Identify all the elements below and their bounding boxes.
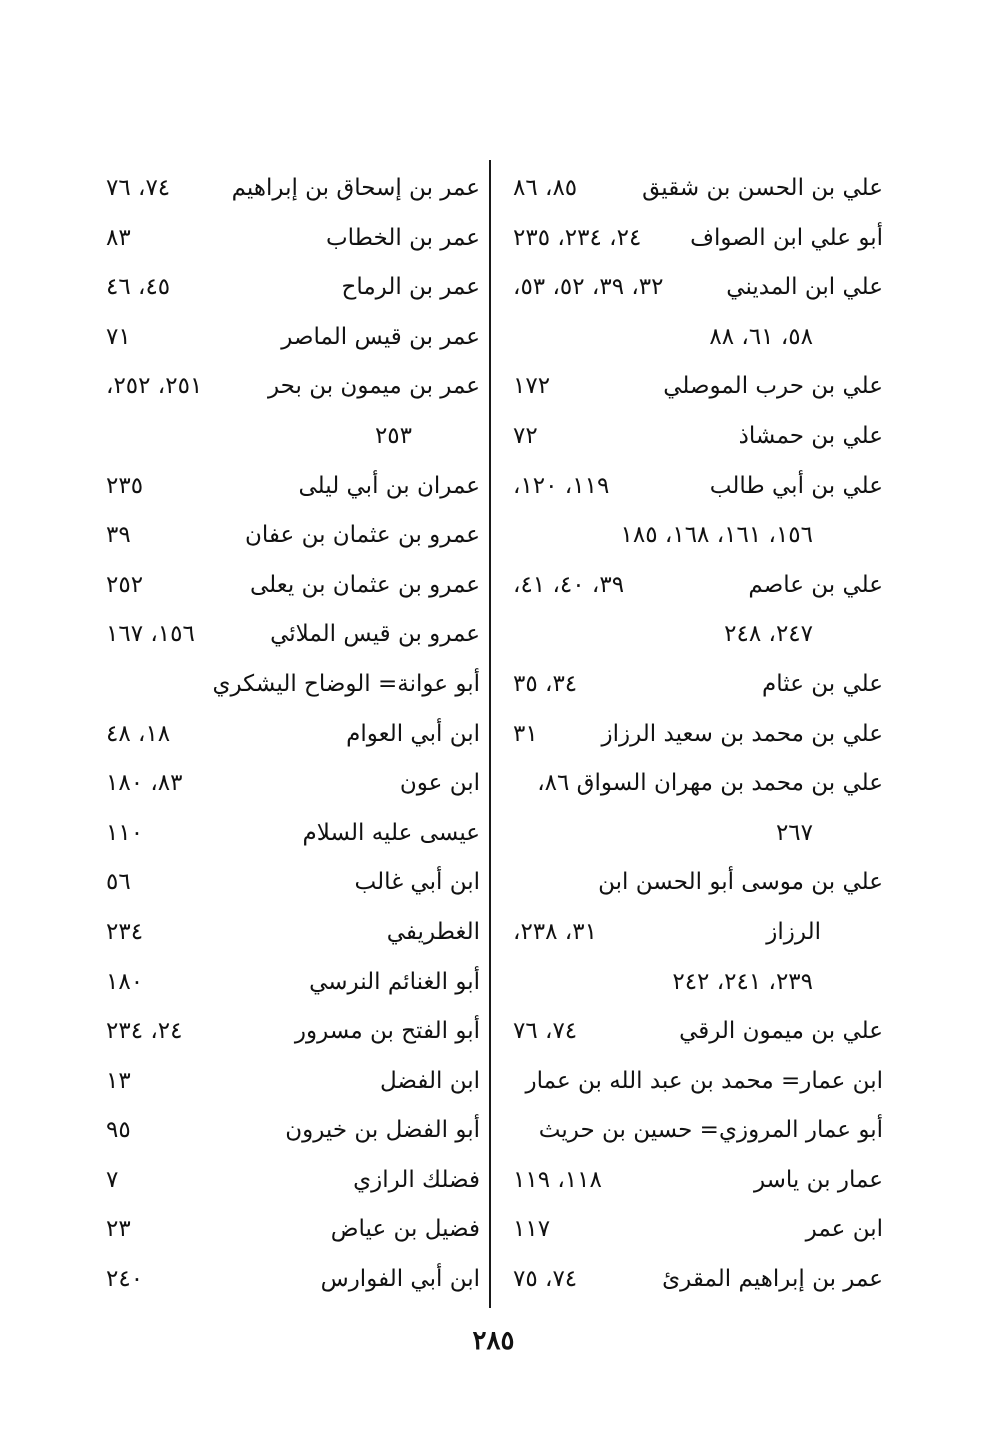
index-entry [100,759,480,809]
index-entry [100,164,480,214]
entry-name: عمرو بن عثمان بن عفان [245,522,480,549]
entry-page-numbers: ١٨٠ [106,968,144,995]
index-entry [100,1106,480,1156]
index-entry [505,710,883,760]
entry-name: أبو الفتح بن مسرور [294,1018,480,1045]
index-entry [100,1057,480,1107]
entry-name: علي بن محمد بن مهران السواق ٨٦، [537,770,883,797]
entry-page-numbers: ٢٣٥ [106,472,144,499]
index-entry [505,1255,883,1305]
entry-name: أبو الفضل بن خيرون [285,1117,480,1144]
entry-name: ابن عون [399,770,480,797]
index-entry-continuation [505,958,883,1008]
entry-page-numbers: ٢٦٧ [775,819,813,846]
index-entry [100,462,480,512]
index-entry [505,1205,883,1255]
index-entry [505,1057,883,1107]
entry-page-numbers: ٢٤، ٢٣٤ [106,1018,183,1045]
index-entry [100,710,480,760]
entry-page-numbers: ٧٢ [513,422,538,449]
index-entry-continuation [505,809,883,859]
index-entry [505,1156,883,1206]
entry-page-numbers: ١١٩، ١٢٠، [513,472,610,499]
entry-page-numbers: ٢٤٧، ٢٤٨ [724,621,813,648]
index-entry [100,858,480,908]
entry-name: عمران بن أبي ليلى [298,472,480,499]
entry-name: علي بن حرب الموصلي [663,373,883,400]
entry-name: ابن الفضل [379,1067,480,1094]
index-entry [505,412,883,462]
entry-name: فضيل بن عياض [330,1216,480,1243]
entry-page-numbers: ٣٩، ٤٠، ٤١، [513,571,625,598]
index-entry [505,759,883,809]
entry-name: علي بن محمد بن سعيد الرزاز [601,720,883,747]
entry-name: علي بن حمشاذ [738,422,883,449]
entry-name: ابن أبي الفوارس [320,1266,480,1293]
index-entry [100,809,480,859]
entry-name: عمرو بن قيس الملائي [270,621,480,648]
entry-name: ابن عمر [805,1216,883,1243]
index-entry [505,858,883,908]
entry-name: علي بن عثام [762,670,883,697]
index-entry-continuation [505,511,883,561]
entry-name: عيسى عليه السلام [302,819,480,846]
index-entry [100,1255,480,1305]
entry-page-numbers: ٣٢، ٣٩، ٥٢، ٥٣، [513,274,664,301]
entry-page-numbers: ١١٧ [513,1216,551,1243]
entry-name: ابن أبي العوام [346,720,480,747]
entry-name: علي بن الحسن بن شقيق [642,175,883,201]
index-entry [100,1007,480,1057]
index-entry [505,1106,883,1156]
index-entry [100,214,480,264]
entry-page-numbers: ٨٣، ١٨٠ [106,770,183,797]
index-entry [505,462,883,512]
entry-name: عمر بن الخطاب [325,224,480,251]
entry-page-numbers: ٩٥ [106,1117,131,1144]
entry-name: علي بن أبي طالب [709,472,883,499]
entry-name: أبو الغنائم النرسي [309,968,480,995]
entry-name: أبو عوانة= الوضاح اليشكري [212,670,480,697]
entry-page-numbers: ١١٠ [106,819,144,846]
entry-name: عمر بن الرماح [341,274,480,301]
entry-page-numbers: ٢٣٤ [106,918,144,945]
entry-name: علي ابن المديني [726,274,883,301]
entry-name: عمر بن قيس الماصر [281,323,480,350]
index-entry [100,958,480,1008]
entry-page-numbers: ٣١، ٢٣٨، [513,918,597,945]
index-entry [100,908,480,958]
entry-page-numbers: ٣١ [513,720,538,747]
index-entry-continuation [505,313,883,363]
index-entry [505,214,883,264]
index-entry [100,660,480,710]
entry-page-numbers: ٢٣٩، ٢٤١، ٢٤٢ [672,968,813,995]
index-column-left [100,164,480,1305]
index-entry [100,362,480,412]
entry-page-numbers: ٢٥٢ [106,571,144,598]
entry-page-numbers: ١١٨، ١١٩ [513,1166,602,1193]
entry-page-numbers: ٥٦ [106,869,131,896]
entry-page-numbers: ٧ [106,1166,119,1193]
index-entry [100,1205,480,1255]
entry-page-numbers: ١٥٦، ١٦١، ١٦٨، ١٨٥ [620,522,813,549]
entry-page-numbers: ١٨، ٤٨ [106,720,171,747]
entry-page-numbers: ٢٣ [106,1216,131,1243]
index-entry [505,908,883,958]
index-entry-continuation [100,412,480,462]
entry-name: عمر بن إسحاق بن إبراهيم [231,175,480,201]
entry-page-numbers: ٨٣ [106,224,131,251]
index-entry [505,362,883,412]
index-entry-continuation [505,610,883,660]
entry-page-numbers: ٤٥، ٤٦ [106,274,171,301]
entry-name: أبو علي ابن الصواف [690,224,883,251]
entry-name: علي بن عاصم [748,571,883,598]
index-entry [100,561,480,611]
entry-name: أبو عمار المروزي= حسين بن حريث [538,1117,883,1144]
entry-page-numbers: ١٥٦، ١٦٧ [106,621,195,648]
index-entry [100,610,480,660]
entry-page-numbers: ١٣ [106,1067,131,1094]
index-entry [505,660,883,710]
column-divider [489,160,491,1308]
index-entry [100,313,480,363]
entry-page-numbers: ٧٤، ٧٦ [513,1018,578,1045]
entry-name: علي بن ميمون الرقي [679,1018,883,1045]
index-entry [100,263,480,313]
entry-page-numbers: ٥٨، ٦١، ٨٨ [709,323,813,350]
entry-page-numbers: ٨٥، ٨٦ [513,175,578,201]
index-entry [505,561,883,611]
entry-page-numbers: ٧٤، ٧٥ [513,1266,578,1293]
index-entry [505,1007,883,1057]
entry-page-numbers: ٢٥٣ [374,422,412,449]
entry-name: عمار بن ياسر [753,1166,883,1193]
entry-name: الرزاز [766,918,821,945]
index-entry [505,263,883,313]
index-entry [100,1156,480,1206]
entry-name: عمر بن إبراهيم المقرئ [662,1266,883,1293]
entry-page-numbers: ٧٤، ٧٦ [106,175,171,201]
entry-name: علي بن موسى أبو الحسن ابن [598,869,883,896]
entry-page-numbers: ٣٤، ٣٥ [513,670,578,697]
entry-name: ابن أبي غالب [354,869,480,896]
entry-page-numbers: ٢٤٠ [106,1266,144,1293]
entry-page-numbers: ٣٩ [106,522,131,549]
entry-page-numbers: ٢٥١، ٢٥٢، [106,373,203,400]
entry-name: عمر بن ميمون بن بحر [267,373,480,400]
entry-name: فضلك الرازي [353,1166,480,1193]
entry-page-numbers: ٢٤، ٢٣٤، ٢٣٥ [513,224,642,251]
entry-page-numbers: ٧١ [106,323,131,350]
entry-name: الغطريفي [386,918,480,945]
entry-name: عمرو بن عثمان بن يعلى [249,571,480,598]
page-number: ٢٨٥ [472,1326,515,1356]
index-column-right [505,164,883,1305]
entry-name: ابن عمار= محمد بن عبد الله بن عمار [525,1067,883,1094]
index-entry [100,511,480,561]
entry-page-numbers: ١٧٢ [513,373,551,400]
index-entry [505,164,883,214]
